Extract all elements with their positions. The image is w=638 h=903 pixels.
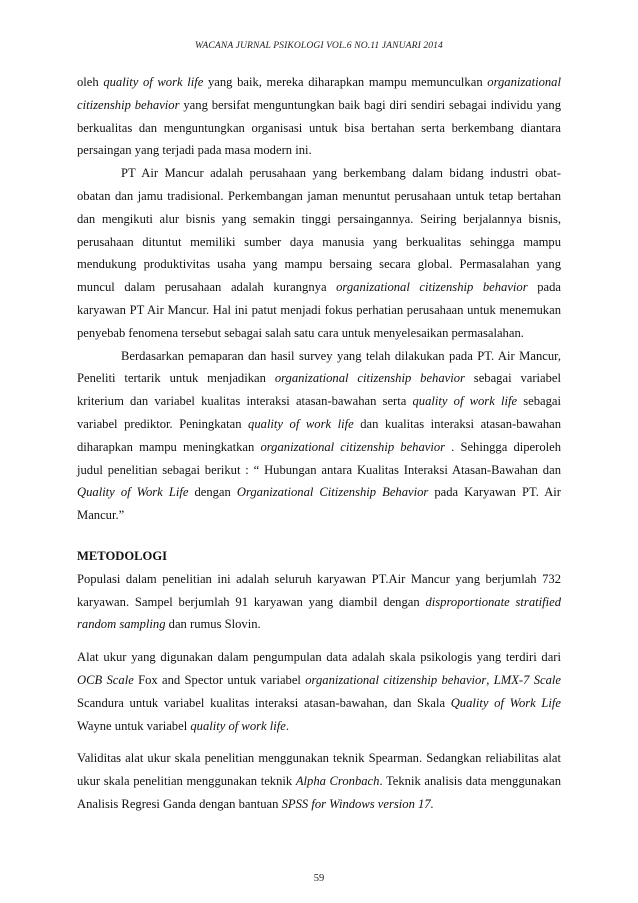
- text-run: ,: [486, 672, 494, 687]
- text-run: dan rumus Slovin.: [165, 617, 261, 632]
- text-run: . Sehingga diperoleh judul penelitian sebagai berikut : “ Hubungan antara Kualitas Interaksi Atasan-Bawahan dan: [77, 439, 561, 477]
- paragraph-company-background: [77, 162, 561, 344]
- paragraph-population: [77, 568, 561, 636]
- italic-term: Organizational Citizenship Behavior: [236, 485, 429, 500]
- running-header: WACANA JURNAL PSIKOLOGI VOL.6 NO.11 JANUARI 2014: [195, 40, 443, 51]
- paragraph-continuation: [77, 71, 561, 162]
- section-heading: METODOLOGI: [77, 548, 168, 563]
- italic-term: organizational citizenship behavior: [305, 672, 487, 687]
- text-run: sebagai variabel prediktor. Peningkatan: [77, 394, 561, 431]
- italic-term: quality of work life: [248, 416, 354, 431]
- text-run: . Teknik analisis data menggunakan Analisis Regresi Ganda dengan bantuan: [77, 774, 562, 811]
- text-run: pada Karyawan PT. Air Mancur.”: [77, 485, 561, 523]
- text-run: Wayne untuk variabel: [77, 718, 191, 733]
- text-run: Validitas alat ukur skala penelitian menggunakan teknik Spearman. Sedangkan reliabilitas alat ukur skala penelitian menggunakan teknik: [77, 751, 561, 789]
- body-text: [77, 71, 561, 816]
- italic-term: Alpha Cronbach: [295, 774, 380, 789]
- text-run: .: [285, 718, 289, 733]
- text-run: yang baik, mereka diharapkan mampu memunculkan: [203, 75, 488, 89]
- text-run: Scandura untuk variabel kualitas interaksi atasan-bawahan, dan Skala: [77, 695, 451, 710]
- italic-term: organizational citizenship behavior: [77, 75, 561, 112]
- text-run: oleh: [77, 75, 104, 89]
- text-run: dengan: [188, 485, 237, 500]
- italic-term: LMX-7 Scale: [493, 672, 562, 687]
- italic-term: organizational citizenship behavior: [274, 371, 465, 386]
- text-run: Fox and Spector untuk variabel: [133, 672, 306, 687]
- text-run: PT Air Mancur adalah perusahaan yang berkembang dalam bidang industri obat-obatan dan jamu tradisional. Perkembangan jaman menuntut perusahaan untuk tetap bertahan dan mengikuti alur bisnis yang semakin tinggi persaingannya. Seiring berjalannya bisnis, perusahaan dituntut memiliki sumber daya manusia yang berkualitas sehingga mampu mendukung produktivitas usaha yang mampu bersaing secara global. Permasalahan yang muncul dalam perusahaan adalah kurangnya: [77, 166, 561, 295]
- text-run: Alat ukur yang digunakan dalam pengumpulan data adalah skala psikologis yang terdiri dari: [77, 650, 561, 665]
- italic-term: quality of work life: [103, 75, 204, 89]
- text-run: Populasi dalam penelitian ini adalah seluruh karyawan PT.Air Mancur yang berjumlah 732 karyawan. Sampel berjumlah 91 karyawan yang diambil dengan: [77, 571, 561, 609]
- text-run: yang bersifat menguntungkan baik bagi diri sendiri sebagai individu yang berkualitas dan menguntungkan organisasi untuk bisa bertahan serta berkembang diantara persaingan yang terjadi pada masa modern ini.: [77, 97, 561, 158]
- italic-term: organizational citizenship behavior: [336, 280, 528, 295]
- italic-term: organizational citizenship behavior: [260, 439, 446, 454]
- italic-term: Quality of Work Life: [77, 485, 189, 500]
- text-run: Berdasarkan pemaparan dan hasil survey yang telah dilakukan pada PT. Air Mancur, Peneliti tertarik untuk menjadikan: [77, 348, 561, 386]
- italic-term: quality of work life: [190, 718, 286, 733]
- paragraph-instruments: [77, 646, 561, 737]
- italic-term: SPSS for Windows version 17.: [281, 796, 434, 811]
- page-number: 59: [313, 873, 325, 884]
- paragraph-validity-analysis: [77, 747, 561, 815]
- italic-term: Quality of Work Life: [450, 695, 561, 710]
- italic-term: disproportionate stratified random sampling: [77, 594, 561, 632]
- italic-term: OCB Scale: [77, 672, 134, 687]
- text-run: dan kualitas interaksi atasan-bawahan diharapkan mampu meningkatkan: [77, 416, 562, 454]
- text-run: sebagai variabel kriterium dan variabel kualitas interaksi atasan-bawahan serta: [77, 371, 562, 409]
- text-run: pada karyawan PT Air Mancur. Hal ini patut menjadi fokus perhatian perusahaan untuk menemukan penyebab fenomena tersebut sebagai salah satu cara untuk menyelesaikan permasalahan.: [77, 280, 561, 340]
- paragraph-research-title: [77, 345, 561, 527]
- italic-term: quality of work life: [412, 394, 518, 409]
